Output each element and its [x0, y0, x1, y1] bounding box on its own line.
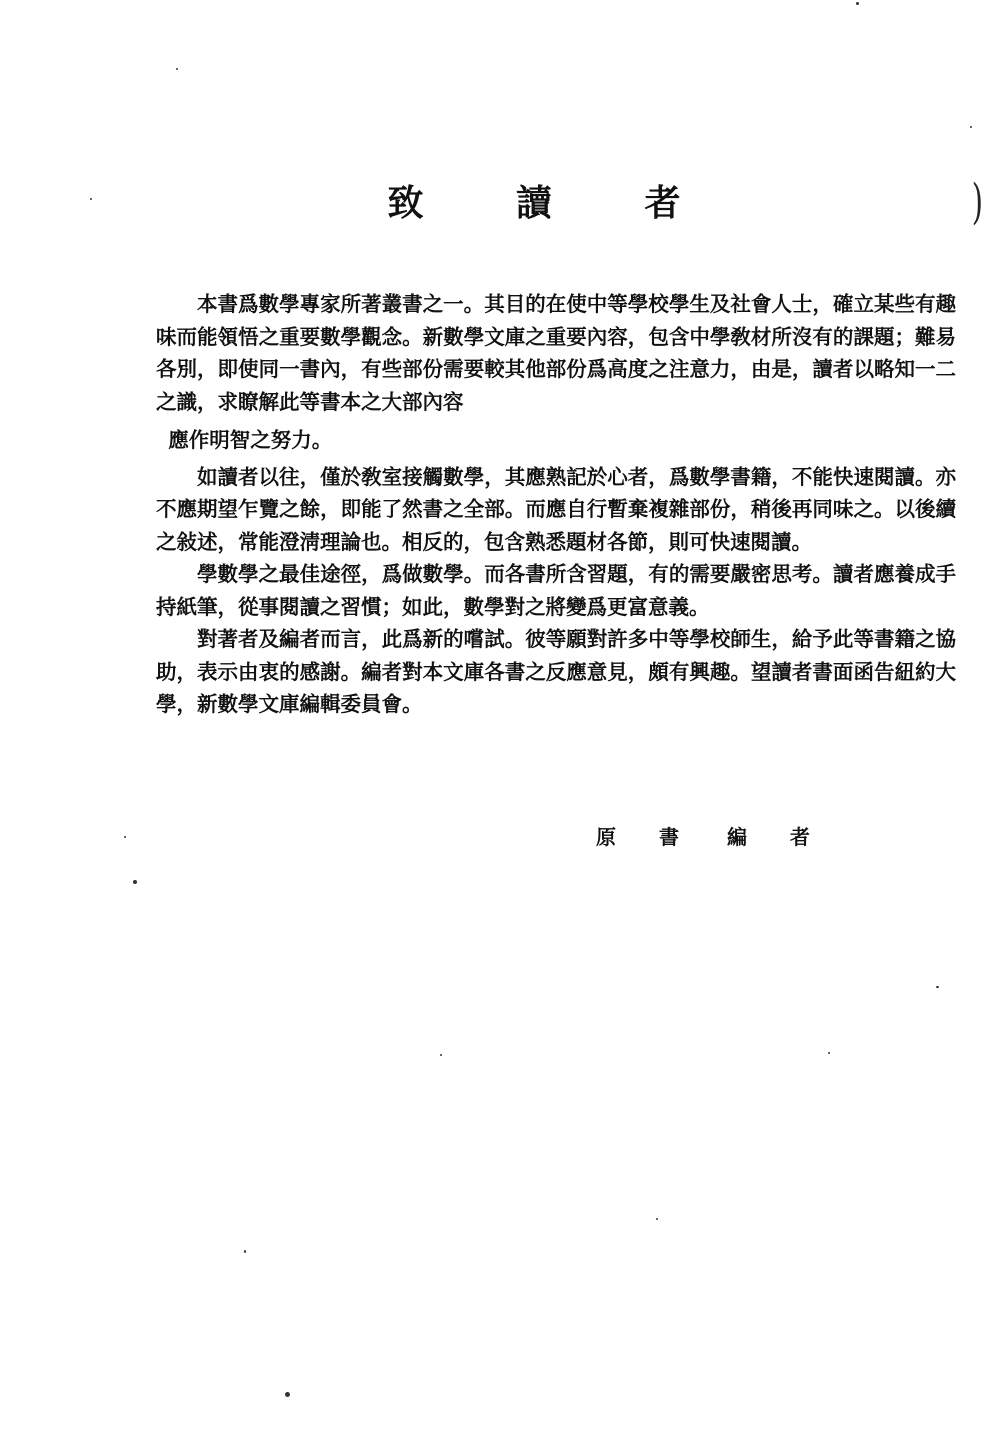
paragraph-acknowledgement: 對著者及編者而言，此爲新的嚐試。彼等願對許多中等學校師生，給予此等書籍之協助，表示由衷的感謝。編者對本文庫各書之反應意見，頗有興趣。望讀者書面函告紐約大學，新數學文庫編輯委員會。 [156, 627, 956, 716]
page-title: 致 讀 者 [387, 182, 721, 224]
scan-speck [936, 986, 939, 988]
scan-speck [440, 1054, 442, 1056]
signature [596, 822, 828, 852]
signature-source: 原 書 [596, 825, 697, 849]
paragraph-doing-math: 學數學之最佳途徑，爲做數學。而各書所含習題，有的需要嚴密思考。讀者應養成手持紙筆，從事閱讀之習慣；如此，數學對之將變爲更富意義。 [156, 562, 956, 619]
body-text [156, 288, 956, 721]
scan-speck [828, 1052, 830, 1054]
scan-speck [856, 2, 859, 5]
margin-bracket-mark: ) [971, 174, 983, 230]
paragraph-intro: 本書爲數學專家所著叢書之一。其目的在使中等學校學生及社會人士，確立某些有趣味而能領悟之重要數學觀念。新數學文庫之重要內容，包含中學敎材所沒有的課題；難易各別，即使同一書內，有些部份需要較其他部份爲高度之注意力，由是，讀者以略知一二之識，求瞭解此等書本之大部內容 [156, 292, 956, 414]
scan-speck [124, 836, 126, 838]
paragraph-intro-tail: 應作明智之努力。 [168, 428, 333, 452]
signature-role: 編 者 [726, 825, 828, 849]
scan-speck [656, 1218, 658, 1220]
scan-speck [90, 198, 92, 200]
scan-speck [133, 880, 137, 884]
scan-speck [970, 126, 972, 128]
paragraph-reading-advice: 如讀者以往，僅於敎室接觸數學，其應熟記於心者，爲數學書籍，不能快速閱讀。亦不應期望乍覽之餘，即能了然書之全部。而應自行暫棄複雜部份，稍後再同味之。以後續之敍述，常能澄淸理論也。相反的，包含熟悉題材各節，則可快速閱讀。 [156, 464, 956, 554]
scan-speck [176, 68, 178, 70]
scan-speck [244, 1250, 246, 1253]
scan-speck [285, 1392, 290, 1397]
